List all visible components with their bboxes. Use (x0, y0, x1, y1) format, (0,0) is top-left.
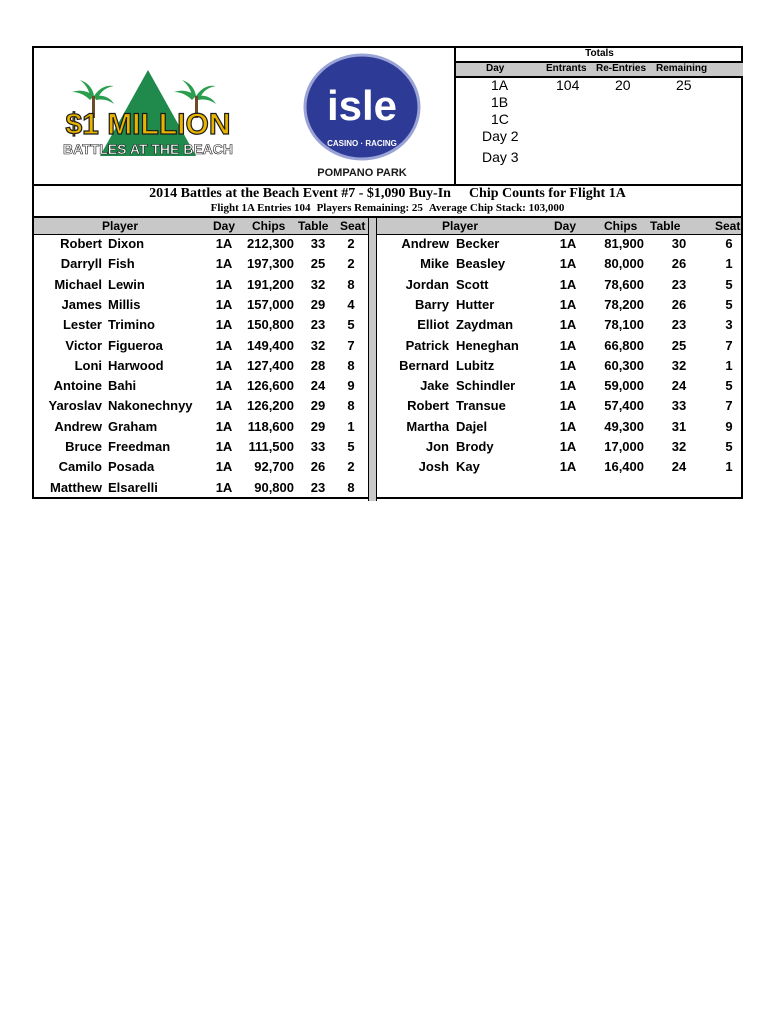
player-seat: 1 (347, 418, 355, 434)
player-first-name: Jon (425, 439, 449, 454)
totals-day: Day 2 (482, 128, 519, 144)
player-table: 26 (671, 296, 687, 312)
player-seat: 5 (725, 378, 733, 394)
player-seat: 8 (347, 357, 355, 373)
player-day: 1A (215, 439, 233, 454)
table-row (34, 459, 741, 479)
player-first-name: Lester (62, 317, 102, 333)
player-chips: 80,000 (604, 256, 644, 272)
player-chips: 111,500 (248, 439, 294, 454)
player-first-name: Bruce (65, 439, 102, 454)
player-chips: 127,400 (247, 357, 294, 373)
player-seat: 6 (725, 236, 733, 251)
player-chips: 78,600 (604, 276, 644, 292)
col-table: Table (298, 219, 329, 233)
player-last-name: Heneghan (456, 337, 519, 353)
player-day: 1A (215, 357, 233, 373)
player-chips: 212,300 (247, 236, 294, 251)
totals-day: 1C (491, 111, 509, 127)
player-first-name: Mike (420, 256, 449, 272)
player-first-name: Martha (406, 418, 449, 434)
player-seat: 9 (347, 378, 355, 394)
player-last-name: Graham (108, 418, 158, 434)
totals-remaining: 25 (676, 77, 692, 93)
player-table: 26 (671, 256, 687, 272)
player-day: 1A (215, 317, 233, 333)
player-first-name: Josh (418, 459, 449, 475)
table-row (34, 297, 741, 317)
table-row (34, 338, 741, 358)
player-last-name: Dixon (108, 236, 145, 251)
player-seat: 3 (725, 317, 733, 333)
player-last-name: Hutter (456, 296, 495, 312)
table-header (34, 216, 741, 235)
player-first-name: Bernard (399, 357, 449, 373)
totals-header-remaining: Remaining (656, 63, 708, 74)
player-first-name: Robert (60, 236, 102, 251)
player-table: 33 (671, 398, 687, 414)
chip-count-sheet (32, 46, 743, 499)
player-table: 32 (671, 439, 687, 454)
player-first-name: Elliot (417, 317, 449, 333)
player-chips: 57,400 (604, 398, 644, 414)
totals-reentries: 20 (615, 77, 631, 93)
million-logo-subtitle: BATTLES AT THE BEACH (62, 141, 234, 157)
player-chips: 157,000 (247, 296, 294, 312)
table-row (34, 378, 741, 398)
player-last-name: Freedman (108, 439, 171, 454)
player-table: 32 (310, 337, 326, 353)
player-day: 1A (215, 236, 233, 251)
player-day: 1A (559, 357, 577, 373)
player-seat: 2 (347, 236, 355, 251)
player-seat: 1 (725, 459, 733, 475)
player-day: 1A (215, 256, 233, 272)
player-table: 31 (671, 418, 687, 434)
col-day: Day (213, 219, 236, 233)
player-table: 26 (310, 459, 326, 475)
totals-header-day: Day (486, 63, 505, 74)
player-first-name: Darryll (60, 256, 102, 272)
player-table: 24 (671, 459, 687, 475)
players-remaining: Players Remaining: 25 (316, 202, 423, 214)
player-first-name: Matthew (50, 479, 102, 495)
event-name: 2014 Battles at the Beach Event #7 - $1,090 Buy-In (149, 186, 451, 201)
player-day: 1A (559, 296, 577, 312)
player-first-name: Michael (54, 276, 102, 292)
player-table: 29 (310, 296, 326, 312)
player-seat: 5 (347, 317, 355, 333)
player-chips: 78,200 (604, 296, 644, 312)
player-first-name: Camilo (58, 459, 102, 475)
player-chips: 66,800 (604, 337, 644, 353)
event-summary (34, 202, 741, 214)
million-logo (46, 66, 251, 166)
player-last-name: Scott (456, 276, 489, 292)
col-player: Player (102, 219, 139, 233)
player-seat: 7 (725, 398, 733, 414)
player-chips: 78,100 (604, 317, 644, 333)
table-row (34, 439, 741, 459)
player-seat: 5 (725, 276, 733, 292)
col-chips: Chips (604, 219, 638, 233)
player-seat: 8 (347, 276, 355, 292)
player-day: 1A (215, 398, 233, 414)
player-last-name: Schindler (456, 378, 516, 394)
isle-logo-tagline: CASINO · RACING (327, 139, 397, 148)
player-seat: 7 (725, 337, 733, 353)
player-chips: 16,400 (604, 459, 644, 475)
totals-header-row (456, 61, 743, 78)
player-table: 23 (671, 276, 687, 292)
isle-logo-location: POMPANO PARK (317, 167, 407, 178)
player-first-name: Jordan (405, 276, 449, 292)
player-last-name: Kay (456, 459, 480, 475)
player-day: 1A (215, 337, 233, 353)
isle-logo-name: isle (326, 82, 398, 129)
player-table: 23 (310, 317, 326, 333)
player-seat: 5 (347, 439, 355, 454)
player-seat: 1 (725, 256, 733, 272)
player-day: 1A (215, 378, 233, 394)
player-table: 32 (310, 276, 326, 292)
col-chips: Chips (252, 219, 286, 233)
player-day: 1A (559, 236, 577, 251)
player-last-name: Posada (108, 459, 155, 475)
totals-day: 1B (491, 94, 509, 110)
player-first-name: Barry (415, 296, 449, 312)
player-day: 1A (559, 276, 577, 292)
table-row (34, 317, 741, 337)
player-seat: 1 (725, 357, 733, 373)
col-table: Table (650, 219, 681, 233)
player-day: 1A (559, 418, 577, 434)
player-chips: 92,700 (254, 459, 294, 475)
player-day: 1A (215, 418, 233, 434)
player-first-name: Andrew (401, 236, 449, 251)
totals-day: 1A (491, 77, 509, 93)
player-table: 23 (310, 479, 326, 495)
player-first-name: Andrew (54, 418, 102, 434)
totals-panel (454, 48, 743, 184)
player-last-name: Millis (108, 296, 141, 312)
player-table: 25 (671, 337, 687, 353)
player-chips: 49,300 (604, 418, 644, 434)
player-seat: 4 (347, 296, 355, 312)
flight-title: Chip Counts for Flight 1A (468, 186, 626, 201)
player-last-name: Brody (456, 439, 494, 454)
player-chips: 126,600 (247, 378, 294, 394)
player-last-name: Beasley (456, 256, 506, 272)
totals-day: Day 3 (482, 149, 519, 165)
table-row (34, 358, 741, 378)
player-first-name: Loni (74, 357, 102, 373)
player-chips: 60,300 (604, 357, 644, 373)
player-seat: 9 (725, 418, 733, 434)
player-day: 1A (559, 459, 577, 475)
player-table: 33 (310, 439, 326, 454)
table-row (34, 398, 741, 418)
player-chips: 17,000 (604, 439, 644, 454)
player-table: 30 (671, 236, 687, 251)
player-first-name: James (61, 296, 102, 312)
col-player: Player (442, 219, 479, 233)
totals-header-reentries: Re-Entries (596, 63, 647, 74)
header (34, 48, 741, 186)
player-last-name: Becker (456, 236, 500, 251)
player-chips: 126,200 (247, 398, 294, 414)
player-seat: 5 (725, 439, 733, 454)
player-table: 29 (310, 398, 326, 414)
player-day: 1A (559, 337, 577, 353)
table-row (34, 419, 741, 439)
isle-logo (302, 52, 422, 178)
player-day: 1A (215, 479, 233, 495)
totals-title: Totals (585, 48, 614, 59)
table-row (34, 256, 741, 276)
player-last-name: Lubitz (456, 357, 495, 373)
event-title (34, 186, 741, 202)
player-chips: 81,900 (604, 236, 644, 251)
totals-header-entrants: Entrants (546, 63, 587, 74)
player-table: 28 (310, 357, 326, 373)
player-first-name: Yaroslav (48, 398, 102, 414)
player-table: 29 (310, 418, 326, 434)
player-chips: 90,800 (254, 479, 294, 495)
player-first-name: Jake (420, 378, 449, 394)
player-chips: 150,800 (247, 317, 294, 333)
player-day: 1A (215, 459, 233, 475)
player-last-name: Harwood (108, 357, 164, 373)
player-last-name: Trimino (108, 317, 155, 333)
player-chips: 118,600 (247, 418, 294, 434)
col-seat: Seat (715, 219, 741, 233)
player-last-name: Transue (456, 398, 506, 414)
player-last-name: Fish (108, 256, 135, 272)
player-seat: 2 (347, 459, 355, 475)
table-row (34, 277, 741, 297)
player-table: 24 (671, 378, 687, 394)
player-table: 32 (671, 357, 687, 373)
average-chip-stack: Average Chip Stack: 103,000 (428, 202, 565, 214)
table-row (34, 236, 741, 256)
table-row (34, 480, 741, 500)
million-logo-title: $1 MILLION (65, 108, 231, 141)
player-seat: 5 (725, 296, 733, 312)
player-day: 1A (559, 398, 577, 414)
player-seat: 8 (347, 398, 355, 414)
player-day: 1A (559, 317, 577, 333)
player-chips: 149,400 (247, 337, 294, 353)
player-last-name: Elsarelli (108, 479, 158, 495)
player-day: 1A (215, 276, 233, 292)
player-first-name: Patrick (405, 337, 449, 353)
player-last-name: Zaydman (456, 317, 514, 333)
flight-entries: Flight 1A Entries 104 (210, 202, 311, 214)
player-day: 1A (559, 256, 577, 272)
player-chips: 59,000 (604, 378, 644, 394)
player-last-name: Dajel (456, 418, 488, 434)
player-first-name: Victor (65, 337, 102, 353)
player-last-name: Bahi (108, 378, 137, 394)
player-last-name: Lewin (108, 276, 145, 292)
player-chips: 197,300 (247, 256, 294, 272)
player-last-name: Nakonechnyy (108, 398, 193, 414)
player-table: 25 (310, 256, 326, 272)
player-seat: 8 (347, 479, 355, 495)
player-day: 1A (559, 378, 577, 394)
col-seat: Seat (340, 219, 366, 233)
player-day: 1A (559, 439, 577, 454)
player-table: 24 (310, 378, 326, 394)
totals-entrants: 104 (556, 77, 580, 93)
player-seat: 2 (347, 256, 355, 272)
player-first-name: Antoine (53, 378, 102, 394)
col-day: Day (554, 219, 577, 233)
player-chips: 191,200 (247, 276, 294, 292)
player-day: 1A (215, 296, 233, 312)
player-seat: 7 (347, 337, 355, 353)
player-table: 33 (310, 236, 326, 251)
player-last-name: Figueroa (108, 337, 163, 353)
player-table: 23 (671, 317, 687, 333)
player-first-name: Robert (407, 398, 449, 414)
